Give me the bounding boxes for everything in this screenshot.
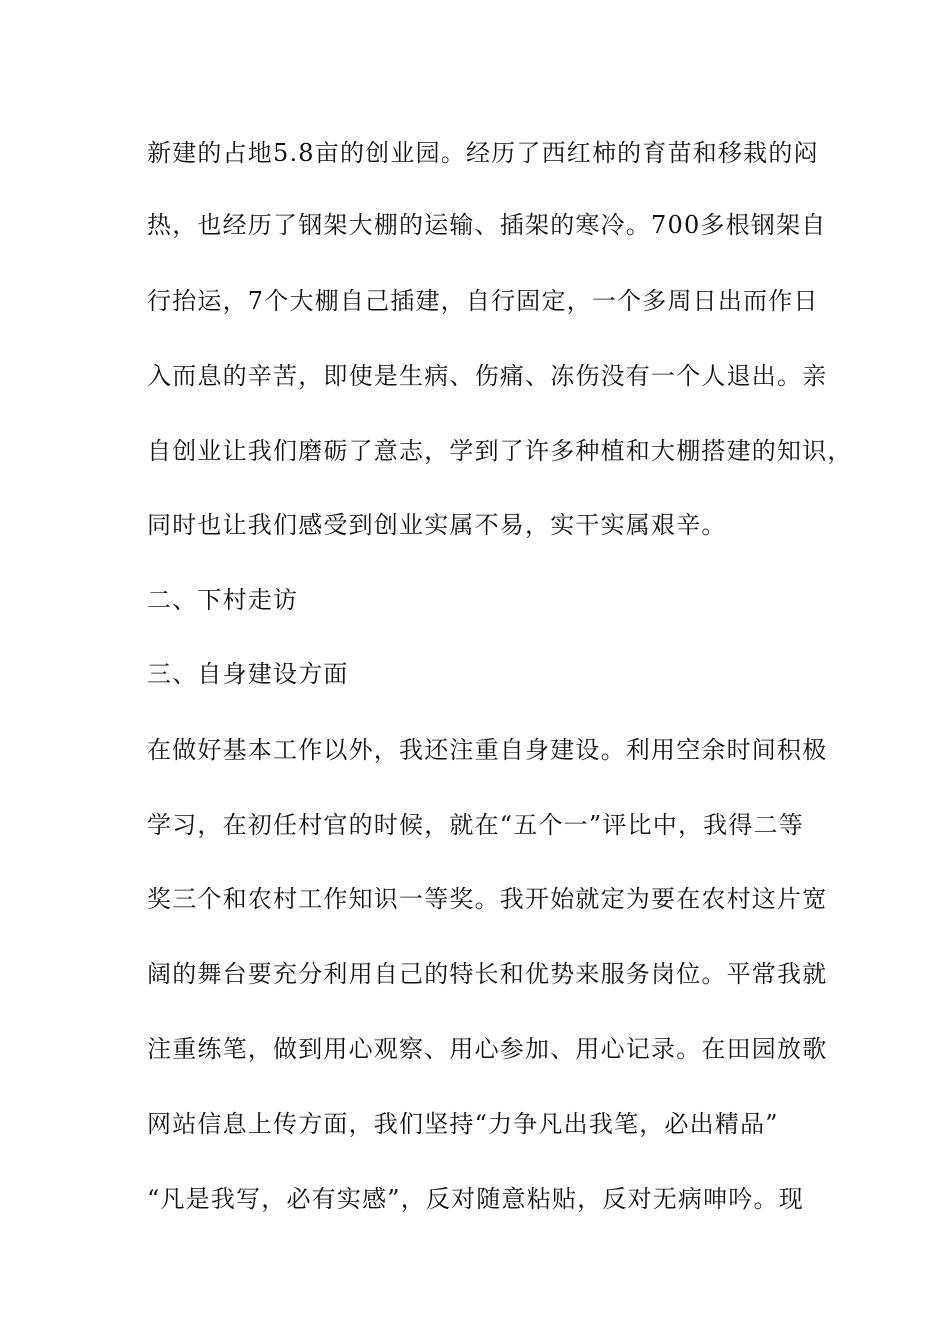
paragraph-line: 奖三个和农村工作知识一等奖。我开始就定为要在农村这片宽 bbox=[147, 885, 828, 913]
paragraph-line: 入而息的辛苦，即使是生病、伤痛、冻伤没有一个人退出。亲 bbox=[147, 362, 828, 390]
paragraph-line: 网站信息上传方面，我们坚持“力争凡出我笔，必出精品” bbox=[147, 1110, 779, 1138]
paragraph-line: 自创业让我们磨砺了意志，学到了许多种植和大棚搭建的知识， bbox=[147, 437, 853, 465]
section-heading: 三、自身建设方面 bbox=[147, 660, 349, 688]
paragraph-line: 行抬运，7个大棚自己插建，自行固定，一个多周日出而作日 bbox=[147, 287, 819, 315]
section-heading: 二、下村走访 bbox=[147, 586, 299, 614]
paragraph-line: 注重练笔，做到用心观察、用心参加、用心记录。在田园放歌 bbox=[147, 1035, 828, 1063]
paragraph-line: 在做好基本工作以外，我还注重自身建设。利用空余时间积极 bbox=[147, 736, 828, 764]
paragraph-line: 学习，在初任村官的时候，就在“五个一”评比中，我得二等 bbox=[147, 811, 804, 839]
paragraph-line: 热，也经历了钢架大棚的运输、插架的寒冷。700多根钢架自 bbox=[147, 211, 827, 239]
paragraph-line: 同时也让我们感受到创业实属不易，实干实属艰辛。 bbox=[147, 511, 727, 539]
paragraph-line: “凡是我写，必有实感”，反对随意粘贴，反对无病呻吟。现 bbox=[147, 1185, 804, 1213]
paragraph-line: 新建的占地5.8亩的创业园。经历了西红柿的育苗和移栽的闷 bbox=[147, 139, 819, 167]
paragraph-line: 阔的舞台要充分利用自己的特长和优势来服务岗位。平常我就 bbox=[147, 960, 828, 988]
